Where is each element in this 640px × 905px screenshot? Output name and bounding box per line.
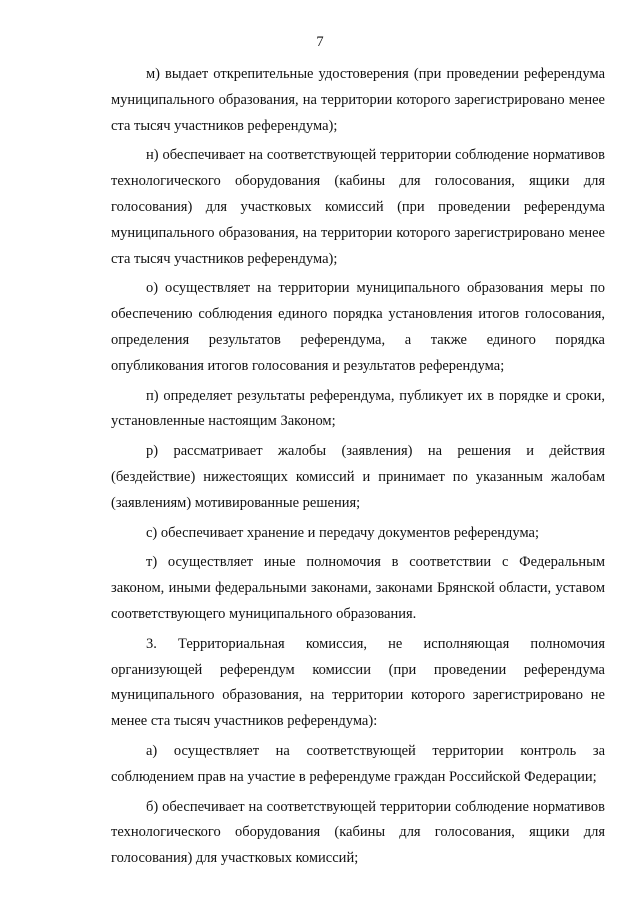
paragraph-m: м) выдает открепительные удостоверения (при проведении референдума муниципального образования, на территории которого зарегистрировано менее ста тысяч участников референдума); — [111, 66, 605, 134]
paragraph-r: р) рассматривает жалобы (заявления) на решения и действия (бездействие) нижестоящих комиссий и принимает по указанным жалобам (заявлениям) мотивированные решения; — [111, 443, 605, 511]
paragraph-a: а) осуществляет на соответствующей территории контроль за соблюдением прав на участие в референдуме граждан Российской Федерации; — [111, 742, 605, 785]
paragraph-b: б) обеспечивает на соответствующей территории соблюдение нормативов технологического оборудования (кабины для голосования, ящики для голосования) для участковых комиссий; — [111, 798, 605, 867]
paragraph-s: с) обеспечивает хранение и передачу документов референдума; — [146, 524, 540, 541]
paragraph-n: н) обеспечивает на соответствующей территории соблюдение нормативов технологического оборудования (кабины для голосования, ящики для голосования) для участковых комиссий (при проведении референдума муниципального образования, на территории которого зарегистрировано менее ста тысяч участников референдума); — [111, 147, 605, 267]
paragraph-t: т) осуществляет иные полномочия в соответствии с Федеральным законом, иными федеральными законами, законами Брянской области, уставом соответствующего муниципального образования. — [111, 554, 605, 622]
document-body — [111, 62, 605, 876]
paragraph-o: о) осуществляет на территории муниципального образования меры по обеспечению соблюдения единого порядка установления итогов голосования, определения результатов референдума, а также единого порядка опубликования итогов голосования и результатов референдума; — [111, 280, 605, 374]
paragraph-p: п) определяет результаты референдума, публикует их в порядке и сроки, установленные настоящим Законом; — [111, 387, 605, 430]
paragraph-section-3: 3. Территориальная комиссия, не исполняющая полномочия организующей референдум комиссии (при проведении референдума муниципального образования, на территории которого зарегистрировано не менее ста тысяч участников референдума): — [111, 635, 605, 730]
page-number: 7 — [316, 34, 324, 50]
